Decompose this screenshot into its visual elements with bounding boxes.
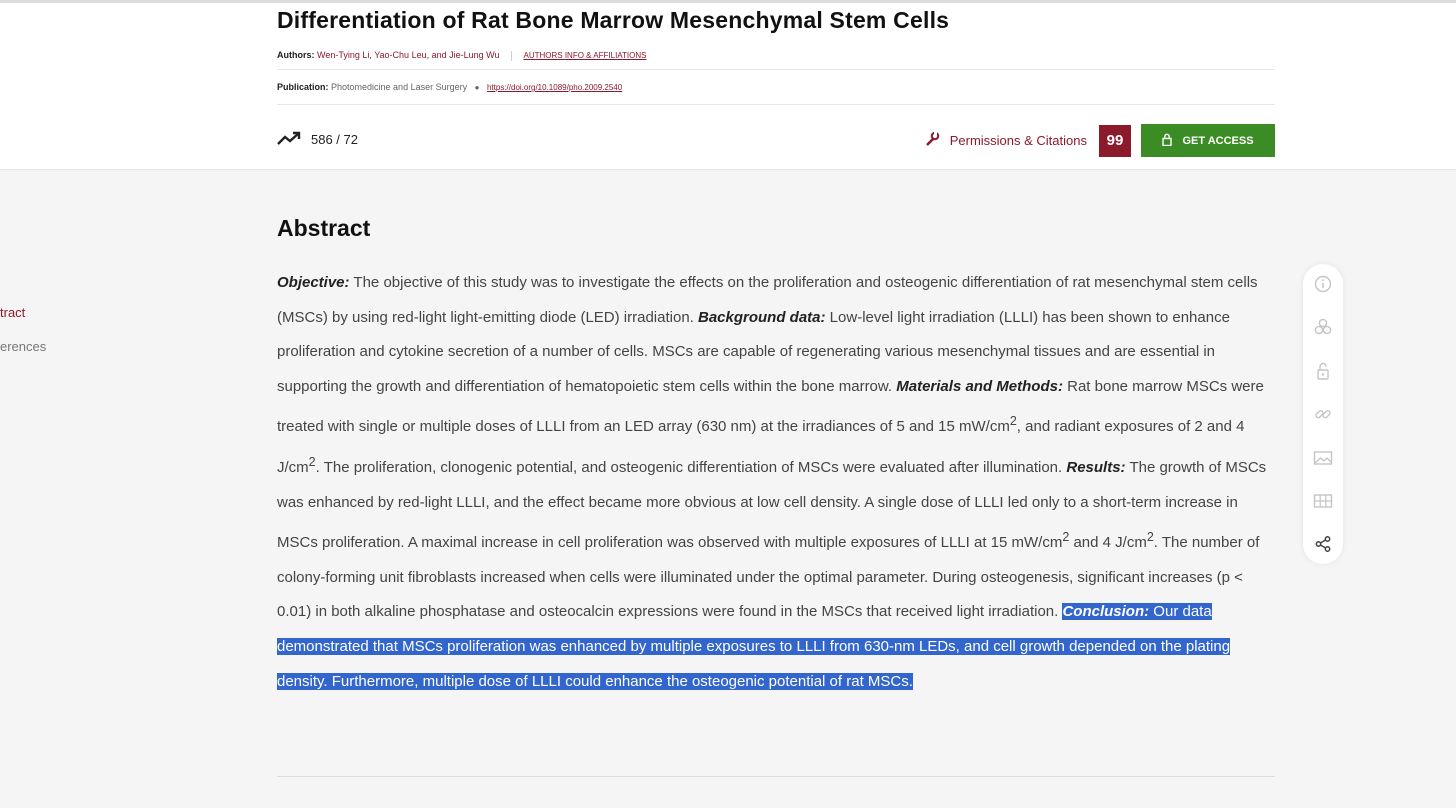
superscript: 2 [308, 454, 316, 469]
lock-open-icon[interactable] [1313, 361, 1333, 381]
wrench-icon [924, 131, 940, 150]
link-icon[interactable] [1313, 404, 1333, 424]
authors-list[interactable]: Wen-Tying Li, Yao-Chu Leu, and Jie-Lung Wu [317, 50, 500, 60]
article-title: Differentiation of Rat Bone Marrow Mesenchymal Stem Cells [277, 7, 950, 33]
methods-text: . The proliferation, clonogenic potential, and osteogenic differentiation of MSCs were evaluated after illumination. [315, 458, 1067, 476]
sidebar-item-abstract[interactable]: tract [0, 305, 26, 320]
get-access-label: GET ACCESS [1182, 134, 1254, 147]
superscript: 2 [1009, 414, 1017, 429]
author-info-link[interactable]: AUTHORS INFO & AFFILIATIONS [523, 51, 647, 60]
lock-icon [1162, 133, 1172, 149]
info-icon[interactable] [1313, 274, 1333, 294]
abstract-body [277, 266, 1272, 699]
divider [277, 104, 1275, 105]
publication-label: Publication: [277, 82, 329, 92]
objective-label: Objective: [277, 274, 350, 291]
authors-row [277, 50, 646, 61]
divider [277, 69, 1275, 70]
cite-icon[interactable] [1313, 317, 1333, 337]
permissions-label: Permissions & Citations [949, 133, 1087, 148]
results-text: . The number of colony-forming unit fibroblasts increased when cells were illuminated under the optimal parameter. During osteogenesis, significant increases (p < 0.01) in both alkaline phosphatase and osteocalcin expressions were found in the MSCs that received light irradiation. [277, 534, 1260, 621]
background-label: Background data: [698, 308, 826, 326]
results-text: and 4 J/cm [1069, 534, 1147, 552]
table-icon[interactable] [1313, 491, 1333, 511]
results-label: Results: [1066, 458, 1126, 476]
metrics[interactable] [277, 131, 358, 148]
publication-row [277, 82, 622, 92]
methods-text: Rat bone marrow MSCs were treated with single or multiple doses of LLLI from an LED array (630 nm) at the irradiances of 5 and 15 mW/cm [277, 377, 1264, 436]
abstract-paragraph [277, 266, 1272, 699]
metrics-value: 586 / 72 [311, 132, 358, 147]
methods-label: Materials and Methods: [896, 377, 1063, 395]
doi-link[interactable]: https://doi.org/10.1089/pho.2009.2540 [486, 83, 623, 92]
image-icon[interactable] [1313, 448, 1333, 468]
conclusion-text: Our data demonstrated that MSCs proliferation was enhanced by multiple exposures to LLLI from 630-nm LEDs, and cell growth depended on the plating density. Furthermore, multiple dose of LLLI could enhance the osteogenic potential of rat MSCs. [277, 603, 1231, 690]
cite-button[interactable] [1099, 125, 1131, 157]
superscript: 2 [1146, 530, 1154, 545]
get-access-button[interactable] [1141, 124, 1275, 157]
quote-icon: 99 [1106, 132, 1124, 149]
superscript: 2 [1062, 530, 1070, 545]
article-actions [924, 124, 1275, 157]
publication-name: Photomedicine and Laser Surgery [331, 82, 468, 92]
methods-text: , and radiant exposures of 2 and 4 J/cm [277, 418, 1245, 476]
article-tools [1303, 264, 1343, 564]
objective-text: The objective of this study was to investigate the effects on the proliferation and osteogenic differentiation of rat mesenchymal stem cells (MSCs) by using red-light light-emitting diode (LED) irradiation. [277, 274, 1258, 326]
bullet-icon: ● [474, 83, 480, 92]
abstract-heading: Abstract [277, 215, 371, 241]
sidebar-item-references[interactable]: erences [0, 339, 47, 354]
article-header [0, 3, 1456, 170]
background-text: Low-level light irradiation (LLLI) has been shown to enhance proliferation and cytokine secretion of a number of cells. MSCs are capable of regenerating various mesenchymal tissues and are essential in supporting the growth and differentiation of hematopoietic stem cells within the bone marrow. [277, 308, 1230, 395]
authors-label: Authors: [277, 50, 315, 60]
permissions-citations-link[interactable] [924, 131, 1087, 150]
conclusion-label: Conclusion: [1062, 603, 1150, 621]
divider [277, 776, 1275, 777]
results-text: The growth of MSCs was enhanced by red-light LLLI, and the effect became more obvious at low cell density. A single dose of LLLI led only to a short-term increase in MSCs proliferation. A maximal increase in cell proliferation was observed with multiple exposures of LLLI at 15 mW/cm [277, 458, 1267, 552]
trending-icon [277, 131, 301, 148]
divider [511, 51, 512, 61]
share-icon[interactable] [1313, 534, 1333, 554]
